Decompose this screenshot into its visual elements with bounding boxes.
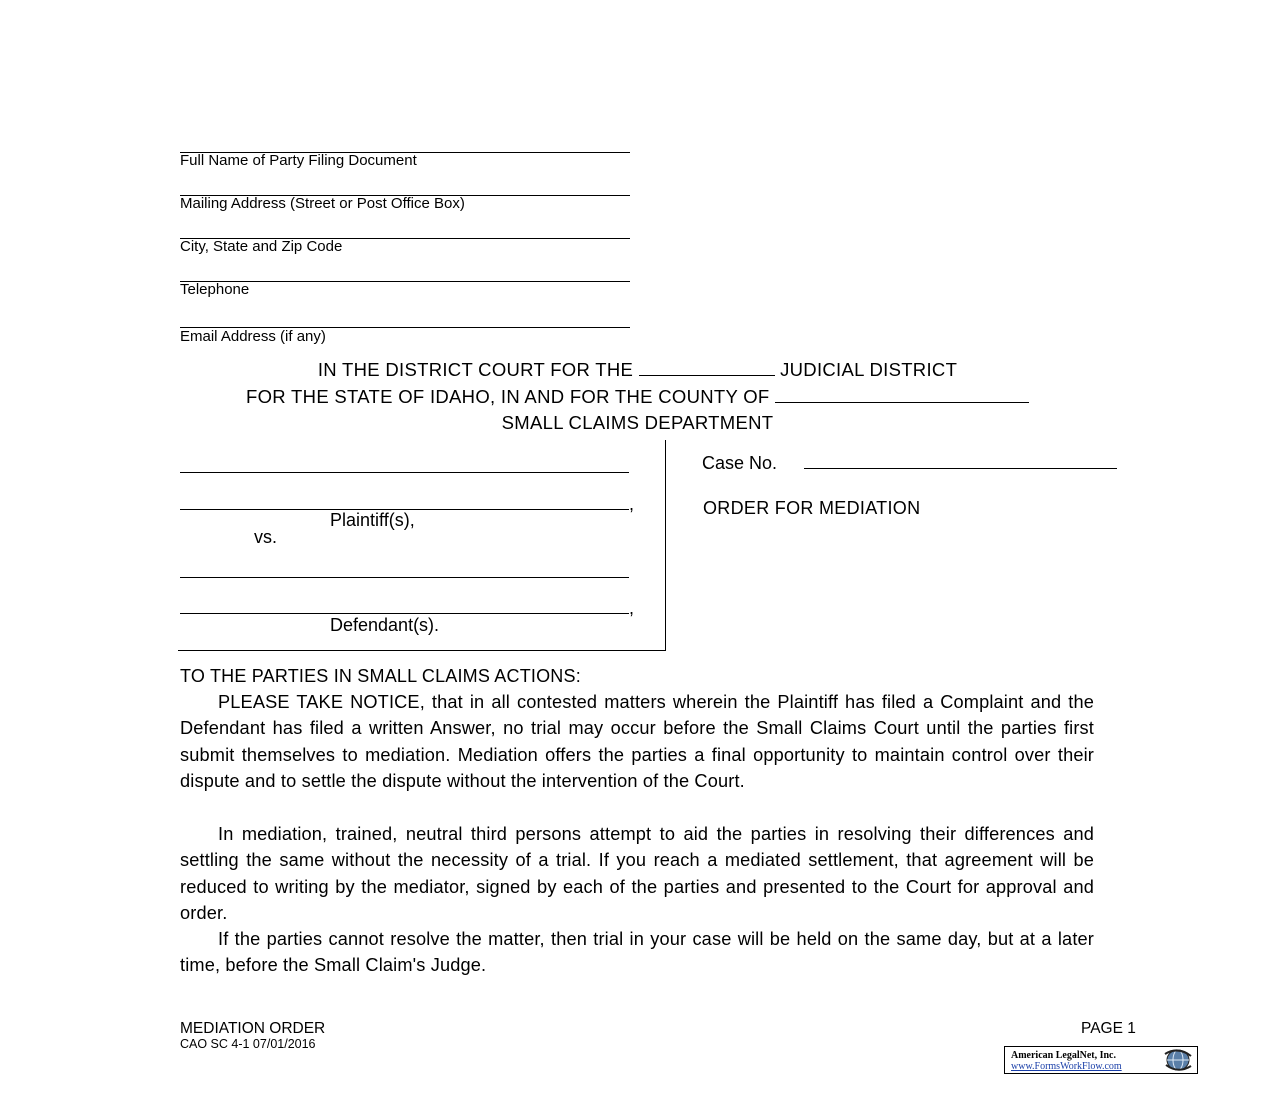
case-number-field[interactable] xyxy=(804,468,1117,469)
footer-form-code: CAO SC 4-1 07/01/2016 xyxy=(180,1037,316,1051)
plaintiff-comma: , xyxy=(629,494,635,514)
city-state-zip-label: City, State and Zip Code xyxy=(180,238,343,255)
court-heading-line1 xyxy=(0,359,1275,381)
globe-logo-icon xyxy=(1162,1048,1194,1072)
email-label: Email Address (if any) xyxy=(180,328,326,345)
small-claims-department: SMALL CLAIMS DEPARTMENT xyxy=(501,412,774,433)
full-name-label: Full Name of Party Filing Document xyxy=(180,152,417,169)
judicial-district-blank[interactable] xyxy=(639,359,775,376)
paragraph-notice: PLEASE TAKE NOTICE, that in all contested matters wherein the Plaintiff has filed a Complaint and the Defendant has filed a written Answer, no trial may occur before the Small Claims Court until the parties first submit themselves to mediation. Mediation offers the parties a final opportunity to maintain control over their dispute and to settle the dispute without the intervention of the Court. xyxy=(180,692,1094,792)
plaintiff-line-1[interactable] xyxy=(180,472,629,473)
salutation: TO THE PARTIES IN SMALL CLAIMS ACTIONS: xyxy=(180,666,581,686)
footer-form-title: MEDIATION ORDER xyxy=(180,1020,326,1037)
defendant-comma: , xyxy=(629,598,635,618)
publisher-logo[interactable] xyxy=(1004,1046,1198,1074)
publisher-url[interactable]: www.FormsWorkFlow.com xyxy=(1011,1061,1122,1072)
paragraph-trial: If the parties cannot resolve the matter, then trial in your case will be held on the same day, but at a later time, before the Small Claim's Judge. xyxy=(180,929,1094,976)
defendant-line-2[interactable] xyxy=(180,613,629,614)
footer-page-number: PAGE 1 xyxy=(1081,1020,1136,1037)
vs-label: vs. xyxy=(254,527,278,547)
mailing-address-label: Mailing Address (Street or Post Office Box) xyxy=(180,195,465,212)
county-blank[interactable] xyxy=(775,386,1029,403)
defendant-label: Defendant(s). xyxy=(330,615,440,635)
caption-divider-bottom xyxy=(178,650,666,651)
caption-divider-vertical xyxy=(665,440,666,650)
court-heading-prefix: IN THE DISTRICT COURT FOR THE xyxy=(317,359,634,380)
county-heading-text: FOR THE STATE OF IDAHO, IN AND FOR THE COUNTY OF xyxy=(246,386,770,407)
defendant-line-1[interactable] xyxy=(180,577,629,578)
paragraph-mediation: In mediation, trained, neutral third persons attempt to aid the parties in resolving their differences and settling the same without the necessity of a trial. If you reach a mediated settlement, that agreement will be reduced to writing by the mediator, signed by each of the parties and presented to the Court for approval and order. xyxy=(180,824,1094,924)
document-title: ORDER FOR MEDIATION xyxy=(703,498,921,518)
court-heading-suffix: JUDICIAL DISTRICT xyxy=(780,359,958,380)
case-number-label: Case No. xyxy=(702,453,778,473)
court-heading-line2 xyxy=(0,386,1275,408)
publisher-name: American LegalNet, Inc. xyxy=(1011,1050,1116,1061)
telephone-label: Telephone xyxy=(180,281,250,298)
plaintiff-label: Plaintiff(s), xyxy=(330,510,415,530)
